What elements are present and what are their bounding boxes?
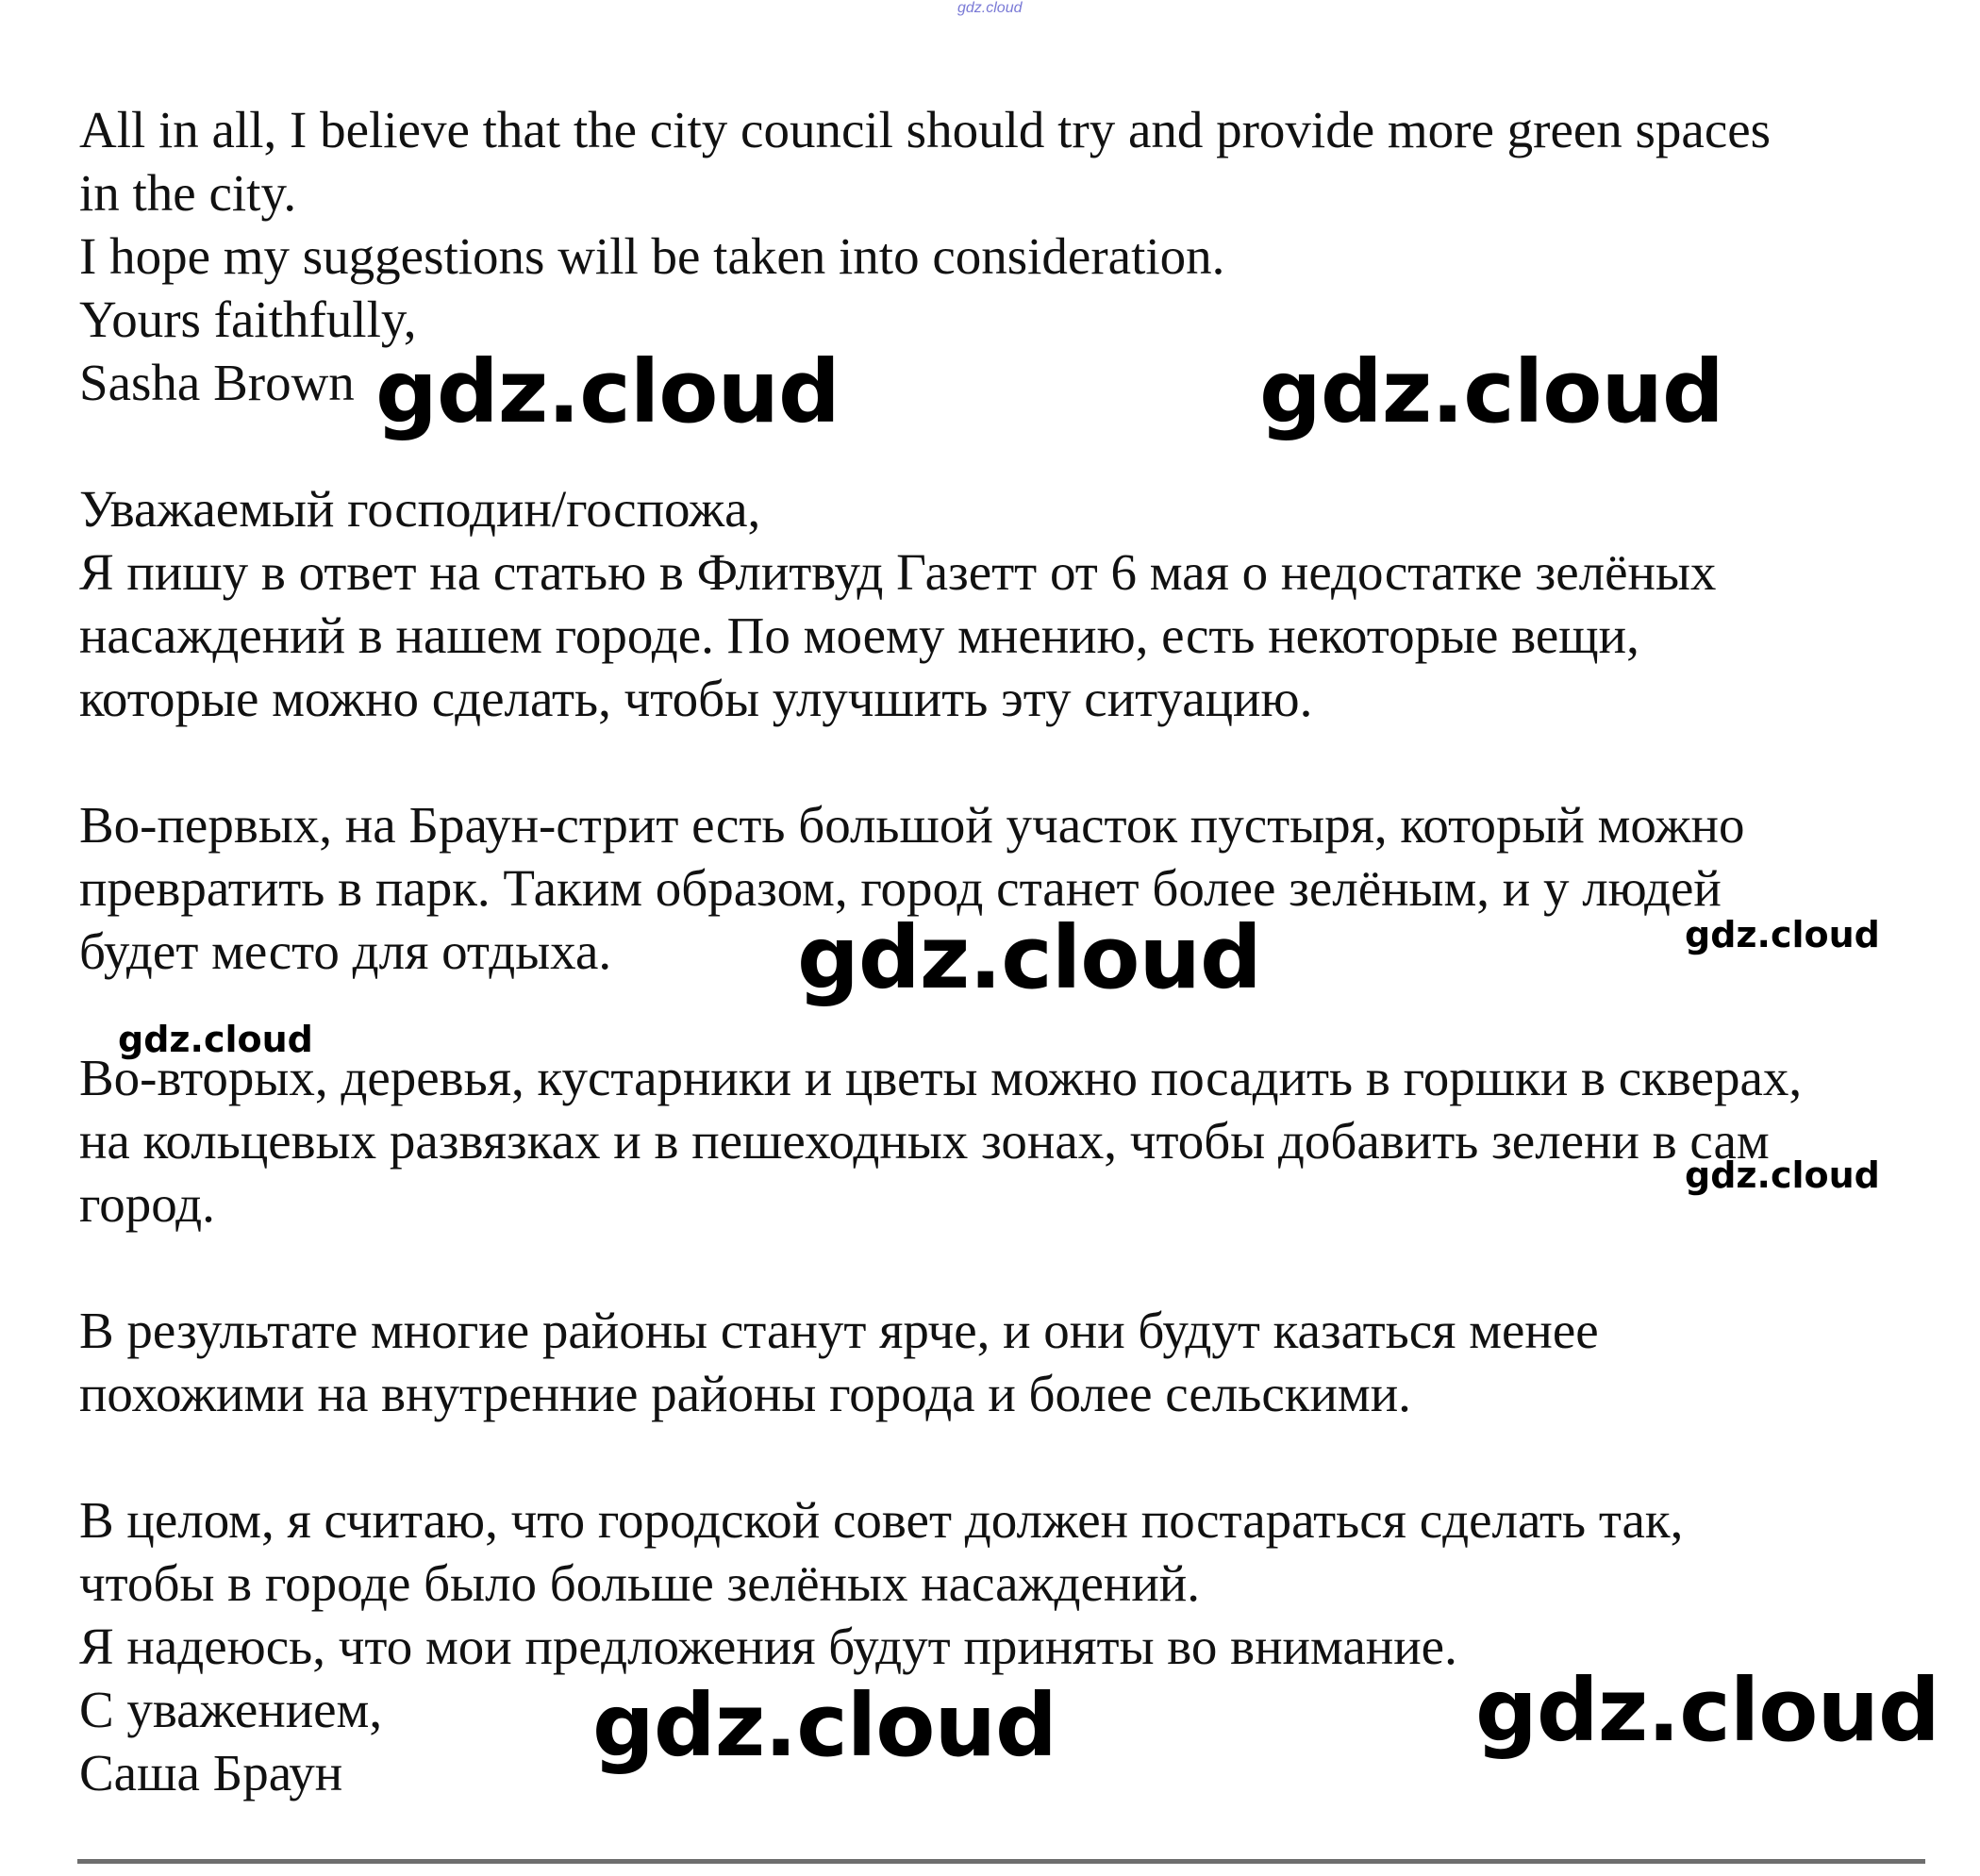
watermark: gdz.cloud	[1685, 914, 1880, 955]
watermark: gdz.cloud	[1475, 1660, 1939, 1761]
paragraph-secondly	[79, 1046, 1956, 1236]
text-line: на кольцевых развязках и в пешеходных зонах, чтобы добавить зелени в сам	[79, 1112, 1770, 1170]
text-line: Во-первых, на Браун-стрит есть большой участок пустыря, который можно	[79, 796, 1745, 854]
text-line: город.	[79, 1175, 215, 1233]
text-line: похожими на внутренние районы города и более сельскими.	[79, 1365, 1411, 1422]
signature: Sasha Brown	[79, 354, 355, 411]
text-line: Yours faithfully,	[79, 291, 417, 348]
text-line: В целом, я считаю, что городской совет должен постараться сделать так,	[79, 1491, 1684, 1549]
watermark: gdz.cloud	[1685, 1154, 1880, 1196]
text-line: будет место для отдыха.	[79, 922, 612, 980]
text-line: I hope my suggestions will be taken into consideration.	[79, 227, 1225, 285]
top-watermark: gdz.cloud	[957, 0, 1023, 16]
text-line: Я пишу в ответ на статью в Флитвуд Газетт от 6 мая о недостатке зелёных	[79, 543, 1717, 601]
text-line: насаждений в нашем городе. По моему мнению, есть некоторые вещи,	[79, 606, 1639, 664]
text-line: которые можно сделать, чтобы улучшить эту ситуацию.	[79, 670, 1313, 727]
text-line: чтобы в городе было больше зелёных насаждений.	[79, 1554, 1200, 1612]
text-line: in the city.	[79, 164, 297, 222]
russian-intro	[79, 477, 1956, 730]
text-line: В результате многие районы станут ярче, и они будут казаться менее	[79, 1302, 1599, 1359]
text-line: Я надеюсь, что мои предложения будут приняты во внимание.	[79, 1618, 1457, 1675]
watermark: gdz.cloud	[797, 907, 1261, 1008]
text-line: С уважением,	[79, 1681, 383, 1738]
watermark: gdz.cloud	[118, 1019, 313, 1060]
greeting: Уважаемый господин/госпожа,	[79, 480, 761, 538]
text-line: превратить в парк. Таким образом, город станет более зелёным, и у людей	[79, 859, 1722, 917]
text-line: All in all, I believe that the city council should try and provide more green spaces	[79, 101, 1772, 158]
text-line: Во-вторых, деревья, кустарники и цветы можно посадить в горшки в скверах,	[79, 1049, 1803, 1106]
watermark: gdz.cloud	[375, 341, 840, 442]
watermark: gdz.cloud	[1259, 341, 1723, 442]
bottom-divider	[77, 1859, 1925, 1864]
paragraph-result	[79, 1299, 1956, 1425]
watermark: gdz.cloud	[592, 1675, 1057, 1776]
signature: Саша Браун	[79, 1744, 343, 1801]
